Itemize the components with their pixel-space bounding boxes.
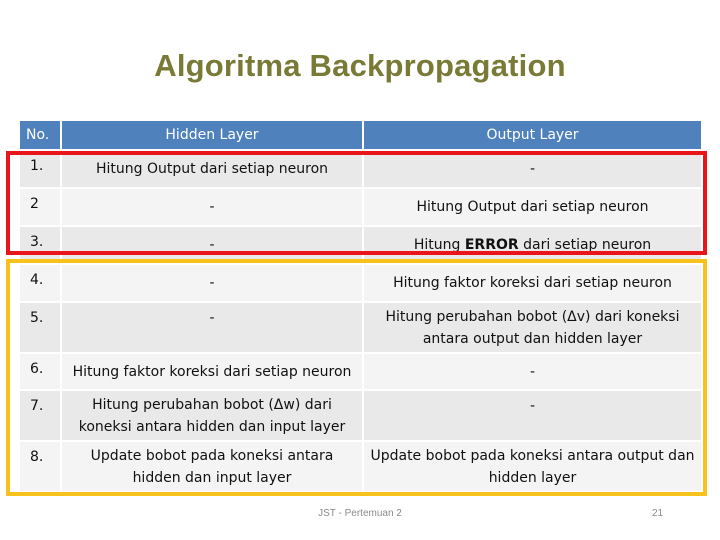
output-layer-cell: - [364,354,701,389]
row-number: 4. [20,265,60,301]
hidden-layer-cell: Hitung perubahan bobot (Δw) dari koneksi antara hidden dan input layer [62,391,362,440]
output-layer-cell: Hitung faktor koreksi dari setiap neuron [364,265,701,301]
error-emphasis: ERROR [464,237,519,253]
hidden-layer-cell: Hitung faktor koreksi dari setiap neuron [62,354,362,389]
row-number: 1. [20,151,60,187]
table-row [20,303,701,352]
row-number: 8. [20,442,60,491]
row-number: 3. [20,227,60,263]
header-output-layer: Output Layer [364,121,701,149]
table-row [20,265,701,301]
algorithm-table [18,119,703,493]
hidden-layer-cell: Hitung Output dari setiap neuron [62,151,362,187]
table-row [20,151,701,187]
output-text-suffix: dari setiap neuron [518,237,652,253]
table-row [20,227,701,263]
hidden-layer-cell: - [62,189,362,225]
output-layer-cell: - [364,151,701,187]
output-layer-cell: - [364,391,701,440]
hidden-layer-cell: - [62,265,362,301]
table-row [20,354,701,389]
header-hidden-layer: Hidden Layer [62,121,362,149]
row-number: 5. [20,303,60,352]
hidden-layer-cell: - [62,303,362,352]
header-no: No. [20,121,60,149]
hidden-layer-cell: Update bobot pada koneksi antara hidden dan input layer [62,442,362,491]
output-layer-cell: Update bobot pada koneksi antara output dan hidden layer [364,442,701,491]
output-layer-cell [364,227,701,263]
row-number: 6. [20,354,60,389]
hidden-layer-cell: - [62,227,362,263]
footer-text: JST - Pertemuan 2 [318,508,402,519]
row-number: 7. [20,391,60,440]
output-layer-cell: Hitung Output dari setiap neuron [364,189,701,225]
table-row [20,189,701,225]
table-row [20,391,701,440]
slide-title: Algoritma Backpropagation [154,48,566,83]
output-layer-cell: Hitung perubahan bobot (Δv) dari koneksi antara output dan hidden layer [364,303,701,352]
output-text-prefix: Hitung [413,237,465,253]
table-header-row [20,121,701,149]
page-number: 21 [652,508,664,519]
table-row [20,442,701,491]
row-number: 2 [20,189,60,225]
